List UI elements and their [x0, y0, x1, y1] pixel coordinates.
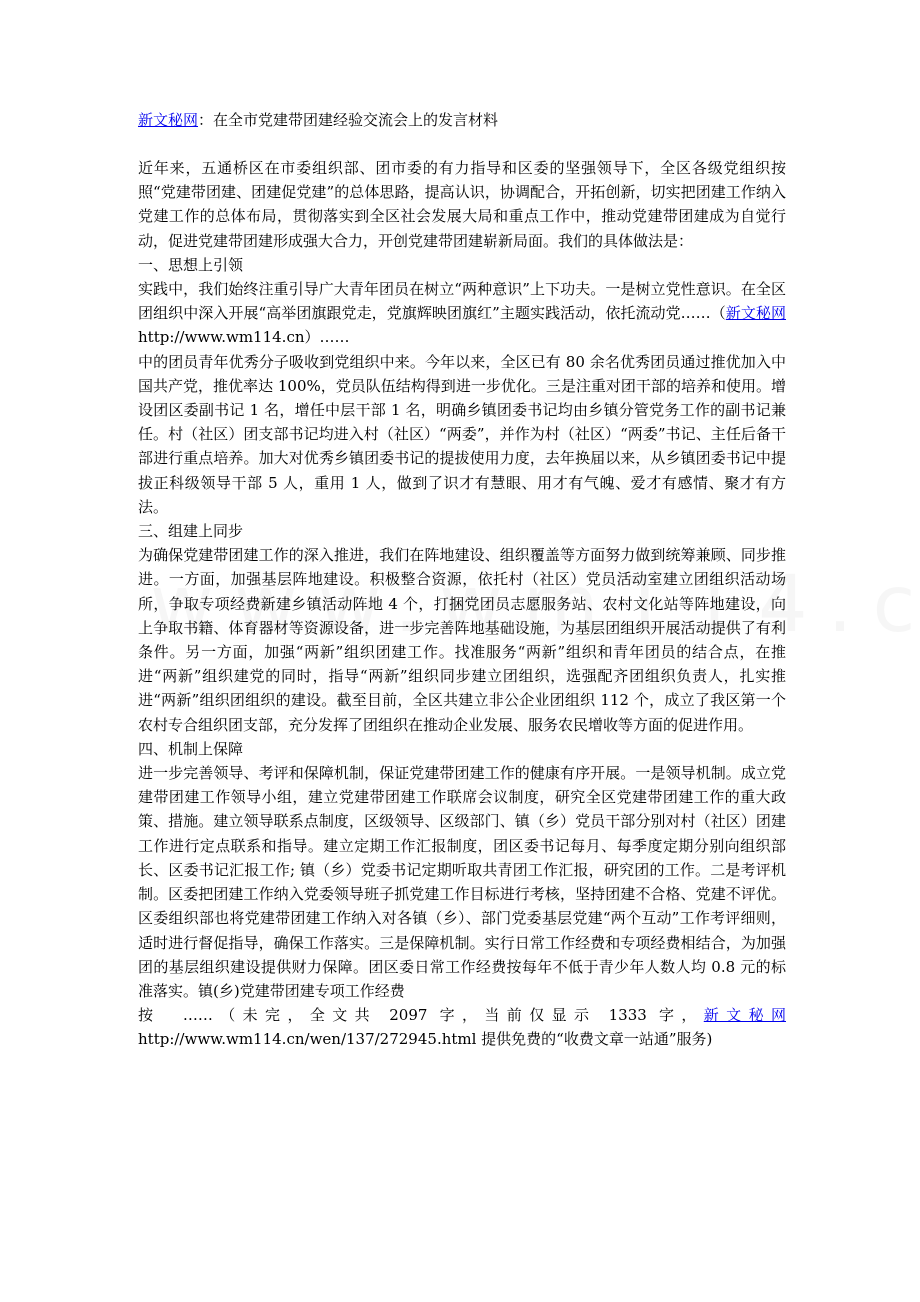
section-heading-3: 三、组建上同步 [138, 522, 244, 541]
section-1-paragraph [138, 277, 786, 350]
section-heading-4: 四、机制上保障 [138, 739, 244, 758]
section-1-continuation: 中的团员青年优秀分子吸收到党组织中来。今年以来，全区已有 80 余名优秀团员通过推优加入中国共产党，推优率达 100%，党员队伍结构得到进一步优化。三是注重对团干部的培养和使用。增设团区委副书记 1 名，增任中层干部 1 名，明确乡镇团委书记均由乡镇分管党务工作的副书记兼任。村（社区）团支部书记均进入村（社区）“两委”，并作为村（社区）“两委”书记、主任后备干部进行重点培养。加大对优秀乡镇团委书记的提拔使用力度，去年换届以来，从乡镇团委书记中提拔正科级领导干部 5 人，重用 1 人，做到了识才有慧眼、用才有气魄、爱才有感情、聚才有方法。 [138, 352, 786, 516]
truncation-notice [138, 1003, 786, 1027]
intro-paragraph: 近年来，五通桥区在市委组织部、团市委的有力指导和区委的坚强领导下，全区各级党组织按照“党建带团建、团建促党建”的总体思路，提高认识，协调配合，开拓创新，切实把团建工作纳入党建工作的总体布局，贯彻落实到全区社会发展大局和重点工作中，推动党建带团建成为自觉行动，促进党建带团建形成强大合力，开创党建带团建崭新局面。我们的具体做法是： [138, 159, 786, 250]
title-text: ：在全市党建带团建经验交流会上的发言材料 [198, 111, 499, 129]
section-heading-1: 一、思想上引领 [138, 255, 244, 274]
site-link[interactable]: 新文秘网 [138, 111, 199, 129]
section-1-text-b: http://www.wm114.cn）…… [138, 328, 350, 347]
section-3-paragraph: 为确保党建带团建工作的深入推进，我们在阵地建设、组织覆盖等方面努力做到统筹兼顾、同步推进。一方面，加强基层阵地建设。积极整合资源，依托村（社区）党员活动室建立团组织活动场所，争取专项经费新建乡镇活动阵地 4 个，打捆党团员志愿服务站、农村文化站等阵地建设，向上争取书籍、体育器材等资源设备，进一步完善阵地基础设施，为基层团组织开展活动提供了有利条件。另一方面，加强“两新”组织团建工作。找准服务“两新”组织和青年团员的结合点，在推进“两新”组织建党的同时，指导“两新”组织同步建立团组织，选强配齐团组织负责人，扎实推进“两新”组织团组织的建设。截至目前，全区共建立非公企业团组织 112 个，成立了我区第一个农村专合组织团支部，充分发挥了团组织在推动企业发展、服务农民增收等方面的促进作用。 [138, 546, 786, 734]
document-body [138, 108, 786, 1052]
section-1-text-a: 实践中，我们始终注重引导广大青年团员在树立“两种意识”上下功夫。一是树立党性意识。在全区团组织中深入开展“高举团旗跟党走，党旗辉映团旗红”主题实践活动，依托流动党……（ [138, 280, 786, 323]
document-title [138, 108, 786, 132]
source-url-line: http://www.wm114.cn/wen/137/272945.html 提供免费的“收费文章一站通”服务) [138, 1030, 713, 1049]
footer-site-link[interactable]: 新文秘网 [703, 1006, 786, 1025]
inline-site-link[interactable]: 新文秘网 [725, 304, 786, 323]
truncation-text: 按 ……（未完，全文共 2097 字，当前仅显示 1333 字， [138, 1006, 704, 1025]
section-4-paragraph: 进一步完善领导、考评和保障机制，保证党建带团建工作的健康有序开展。一是领导机制。成立党建带团建工作领导小组，建立党建带团建工作联席会议制度，研究全区党建带团建工作的重大政策、措施。建立领导联系点制度，区级领导、区级部门、镇（乡）党员干部分别对村（社区）团建工作进行定点联系和指导。建立定期工作汇报制度，团区委书记每月、每季度定期分别向组织部长、区委书记汇报工作; 镇（乡）党委书记定期听取共青团工作汇报，研究团的工作。二是考评机制。区委把团建工作纳入党委领导班子抓党建工作目标进行考核，坚持团建不合格、党建不评优。区委组织部也将党建带团建工作纳入对各镇（乡）、部门党委基层党建“两个互动”工作考评细则，适时进行督促指导，确保工作落实。三是保障机制。实行日常工作经费和专项经费相结合，为加强团的基层组织建设提供财力保障。团区委日常工作经费按每年不低于青少年人数人均 0.8 元的标准落实。镇(乡)党建带团建专项工作经费 [138, 764, 786, 1000]
